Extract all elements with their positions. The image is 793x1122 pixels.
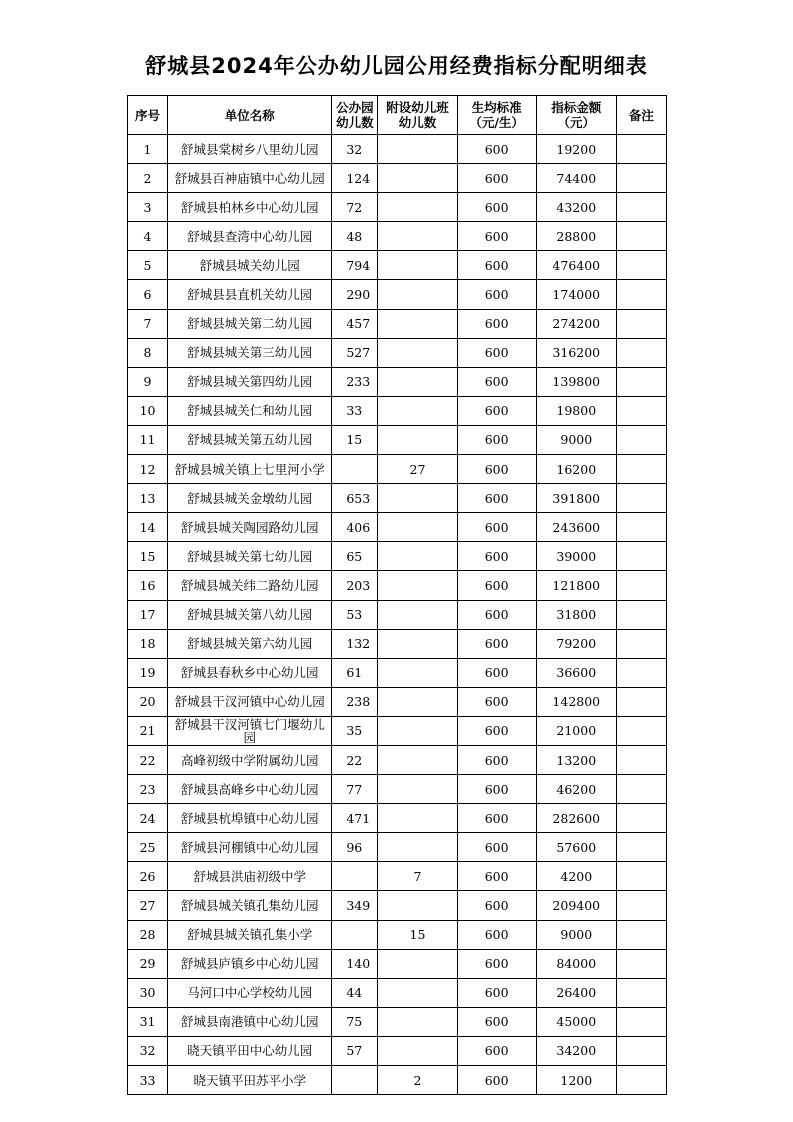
row-amount: 476400 [536,251,616,280]
row-name: 舒城县城关纬二路幼儿园 [168,571,332,600]
table-row [128,1036,667,1065]
row-attached-children [378,338,457,367]
row-seq: 17 [128,600,168,629]
row-public-children: 457 [332,309,378,338]
row-seq: 9 [128,367,168,396]
row-remark [616,251,666,280]
row-remark [616,280,666,309]
row-standard: 600 [457,425,536,454]
row-attached-children [378,425,457,454]
row-remark [616,687,666,716]
row-remark [616,658,666,687]
row-attached-children: 7 [378,862,457,891]
row-seq: 31 [128,1007,168,1036]
row-amount: 142800 [536,687,616,716]
row-amount: 39000 [536,542,616,571]
row-name: 舒城县杭埠镇中心幼儿园 [168,804,332,833]
table-row [128,949,667,978]
row-remark [616,833,666,862]
row-attached-children [378,513,457,542]
row-amount: 9000 [536,920,616,949]
table-row [128,280,667,309]
row-name: 高峰初级中学附属幼儿园 [168,745,332,774]
row-amount: 209400 [536,891,616,920]
row-standard: 600 [457,396,536,425]
row-amount: 282600 [536,804,616,833]
row-amount: 4200 [536,862,616,891]
header-standard: 生均标准 （元/生） [457,96,536,135]
row-amount: 26400 [536,978,616,1007]
row-remark [616,571,666,600]
row-remark [616,775,666,804]
row-attached-children [378,687,457,716]
row-public-children: 203 [332,571,378,600]
row-name: 舒城县城关第八幼儿园 [168,600,332,629]
table-row [128,164,667,193]
row-seq: 15 [128,542,168,571]
row-seq: 30 [128,978,168,1007]
row-standard: 600 [457,862,536,891]
header-seq: 序号 [128,96,168,135]
row-attached-children: 27 [378,455,457,484]
row-name: 舒城县查湾中心幼儿园 [168,222,332,251]
row-name: 舒城县棠树乡八里幼儿园 [168,135,332,164]
row-amount: 84000 [536,949,616,978]
row-amount: 139800 [536,367,616,396]
table-row [128,542,667,571]
table-row [128,600,667,629]
row-public-children [332,455,378,484]
row-attached-children [378,949,457,978]
row-remark [616,1066,666,1095]
row-remark [616,600,666,629]
row-public-children: 35 [332,716,378,745]
row-name: 舒城县柏林乡中心幼儿园 [168,193,332,222]
page-title: 舒城县2024年公办幼儿园公用经费指标分配明细表 [145,54,648,78]
row-standard: 600 [457,745,536,774]
row-public-children: 57 [332,1036,378,1065]
row-remark [616,862,666,891]
row-name: 舒城县城关第二幼儿园 [168,309,332,338]
row-remark [616,222,666,251]
table-row [128,775,667,804]
row-remark [616,484,666,513]
row-attached-children [378,222,457,251]
table-row [128,804,667,833]
row-seq: 6 [128,280,168,309]
row-seq: 7 [128,309,168,338]
row-amount: 274200 [536,309,616,338]
row-public-children: 238 [332,687,378,716]
table-row [128,716,667,745]
row-attached-children [378,571,457,600]
row-name: 舒城县城关镇孔集幼儿园 [168,891,332,920]
row-seq: 21 [128,716,168,745]
row-remark [616,455,666,484]
row-public-children: 290 [332,280,378,309]
row-name: 舒城县城关金墩幼儿园 [168,484,332,513]
table-row [128,891,667,920]
row-amount: 174000 [536,280,616,309]
row-standard: 600 [457,280,536,309]
row-attached-children [378,164,457,193]
row-amount: 57600 [536,833,616,862]
row-public-children [332,862,378,891]
row-remark [616,1007,666,1036]
row-amount: 79200 [536,629,616,658]
table-row [128,251,667,280]
row-seq: 22 [128,745,168,774]
table-row [128,833,667,862]
row-remark [616,309,666,338]
row-remark [616,513,666,542]
row-name: 舒城县洪庙初级中学 [168,862,332,891]
row-name: 马河口中心学校幼儿园 [168,978,332,1007]
row-standard: 600 [457,309,536,338]
row-public-children: 72 [332,193,378,222]
table-row [128,135,667,164]
row-attached-children [378,978,457,1007]
row-standard: 600 [457,542,536,571]
row-seq: 29 [128,949,168,978]
row-attached-children [378,1007,457,1036]
table-body [128,135,667,1095]
row-public-children [332,1066,378,1095]
row-name: 舒城县河棚镇中心幼儿园 [168,833,332,862]
row-attached-children [378,775,457,804]
row-public-children: 140 [332,949,378,978]
row-public-children: 44 [332,978,378,1007]
header-attached-children: 附设幼儿班 幼儿数 [378,96,457,135]
row-public-children: 471 [332,804,378,833]
row-remark [616,716,666,745]
row-seq: 19 [128,658,168,687]
table-row [128,338,667,367]
row-remark [616,804,666,833]
row-standard: 600 [457,949,536,978]
row-amount: 28800 [536,222,616,251]
row-amount: 16200 [536,455,616,484]
row-amount: 19800 [536,396,616,425]
row-amount: 316200 [536,338,616,367]
row-name: 舒城县城关第七幼儿园 [168,542,332,571]
row-public-children: 794 [332,251,378,280]
row-name: 舒城县城关幼儿园 [168,251,332,280]
row-seq: 33 [128,1066,168,1095]
row-remark [616,920,666,949]
table-row [128,920,667,949]
row-standard: 600 [457,1036,536,1065]
row-attached-children [378,745,457,774]
row-attached-children [378,484,457,513]
row-name: 舒城县城关陶园路幼儿园 [168,513,332,542]
table-row [128,745,667,774]
row-attached-children [378,542,457,571]
row-seq: 8 [128,338,168,367]
row-public-children: 65 [332,542,378,571]
row-public-children: 77 [332,775,378,804]
row-attached-children [378,629,457,658]
table-row [128,658,667,687]
row-standard: 600 [457,775,536,804]
row-attached-children [378,135,457,164]
row-name: 舒城县城关第六幼儿园 [168,629,332,658]
header-public-children: 公办园 幼儿数 [332,96,378,135]
table-row [128,425,667,454]
table-row [128,1007,667,1036]
row-seq: 11 [128,425,168,454]
row-public-children: 527 [332,338,378,367]
row-name: 舒城县春秋乡中心幼儿园 [168,658,332,687]
row-public-children: 75 [332,1007,378,1036]
row-seq: 4 [128,222,168,251]
row-standard: 600 [457,193,536,222]
row-attached-children [378,600,457,629]
table-row [128,484,667,513]
row-attached-children [378,396,457,425]
row-seq: 1 [128,135,168,164]
row-standard: 600 [457,716,536,745]
row-attached-children [378,891,457,920]
row-amount: 34200 [536,1036,616,1065]
row-name: 舒城县城关第四幼儿园 [168,367,332,396]
row-public-children: 96 [332,833,378,862]
row-remark [616,891,666,920]
row-standard: 600 [457,629,536,658]
row-public-children [332,920,378,949]
row-amount: 36600 [536,658,616,687]
row-amount: 45000 [536,1007,616,1036]
row-standard: 600 [457,920,536,949]
row-remark [616,949,666,978]
row-amount: 13200 [536,745,616,774]
row-standard: 600 [457,338,536,367]
row-standard: 600 [457,891,536,920]
row-seq: 5 [128,251,168,280]
row-public-children: 349 [332,891,378,920]
row-remark [616,164,666,193]
row-name: 舒城县百神庙镇中心幼儿园 [168,164,332,193]
table-row [128,1066,667,1095]
row-public-children: 233 [332,367,378,396]
row-amount: 391800 [536,484,616,513]
row-remark [616,396,666,425]
row-public-children: 653 [332,484,378,513]
table-row [128,222,667,251]
row-seq: 25 [128,833,168,862]
row-amount: 121800 [536,571,616,600]
row-name: 舒城县高峰乡中心幼儿园 [168,775,332,804]
row-name: 舒城县城关第三幼儿园 [168,338,332,367]
row-name: 舒城县庐镇乡中心幼儿园 [168,949,332,978]
row-public-children: 61 [332,658,378,687]
allocation-table [127,95,667,1095]
row-name: 舒城县干汊河镇七门堰幼儿园 [168,716,332,745]
row-name: 舒城县南港镇中心幼儿园 [168,1007,332,1036]
row-attached-children [378,658,457,687]
row-public-children: 33 [332,396,378,425]
row-standard: 600 [457,135,536,164]
table-row [128,571,667,600]
row-standard: 600 [457,1066,536,1095]
row-standard: 600 [457,571,536,600]
row-remark [616,193,666,222]
row-name: 舒城县城关镇孔集小学 [168,920,332,949]
row-name: 舒城县城关第五幼儿园 [168,425,332,454]
row-seq: 18 [128,629,168,658]
row-attached-children [378,804,457,833]
row-standard: 600 [457,455,536,484]
table-row [128,978,667,1007]
row-standard: 600 [457,164,536,193]
row-standard: 600 [457,687,536,716]
row-attached-children: 15 [378,920,457,949]
row-attached-children [378,833,457,862]
row-standard: 600 [457,513,536,542]
row-attached-children: 2 [378,1066,457,1095]
row-public-children: 32 [332,135,378,164]
row-amount: 1200 [536,1066,616,1095]
row-seq: 3 [128,193,168,222]
header-name: 单位名称 [168,96,332,135]
row-amount: 19200 [536,135,616,164]
row-seq: 13 [128,484,168,513]
table-row [128,309,667,338]
row-public-children: 124 [332,164,378,193]
header-amount: 指标金额 （元） [536,96,616,135]
header-row [128,96,667,135]
row-remark [616,135,666,164]
row-standard: 600 [457,484,536,513]
row-name: 舒城县城关镇上七里河小学 [168,455,332,484]
row-amount: 9000 [536,425,616,454]
row-standard: 600 [457,1007,536,1036]
row-attached-children [378,309,457,338]
row-remark [616,425,666,454]
row-seq: 12 [128,455,168,484]
row-standard: 600 [457,658,536,687]
row-seq: 24 [128,804,168,833]
table-row [128,687,667,716]
row-seq: 32 [128,1036,168,1065]
row-remark [616,367,666,396]
header-remark: 备注 [616,96,666,135]
row-standard: 600 [457,804,536,833]
row-remark [616,338,666,367]
row-standard: 600 [457,251,536,280]
row-seq: 14 [128,513,168,542]
row-attached-children [378,716,457,745]
row-attached-children [378,251,457,280]
row-seq: 16 [128,571,168,600]
row-remark [616,978,666,1007]
row-amount: 43200 [536,193,616,222]
row-amount: 21000 [536,716,616,745]
table-row [128,629,667,658]
table-row [128,396,667,425]
row-standard: 600 [457,600,536,629]
row-name: 晓天镇平田苏平小学 [168,1066,332,1095]
row-public-children: 15 [332,425,378,454]
row-seq: 28 [128,920,168,949]
table-row [128,193,667,222]
table-row [128,862,667,891]
table-row [128,455,667,484]
row-public-children: 406 [332,513,378,542]
row-name: 舒城县县直机关幼儿园 [168,280,332,309]
row-amount: 31800 [536,600,616,629]
row-standard: 600 [457,367,536,396]
row-attached-children [378,367,457,396]
row-standard: 600 [457,978,536,1007]
row-name: 舒城县城关仁和幼儿园 [168,396,332,425]
row-attached-children [378,193,457,222]
row-remark [616,745,666,774]
row-amount: 74400 [536,164,616,193]
row-seq: 10 [128,396,168,425]
row-remark [616,1036,666,1065]
row-amount: 46200 [536,775,616,804]
row-public-children: 48 [332,222,378,251]
row-seq: 2 [128,164,168,193]
row-seq: 23 [128,775,168,804]
row-standard: 600 [457,222,536,251]
row-public-children: 132 [332,629,378,658]
row-public-children: 53 [332,600,378,629]
row-attached-children [378,1036,457,1065]
row-attached-children [378,280,457,309]
row-amount: 243600 [536,513,616,542]
table-row [128,367,667,396]
table-row [128,513,667,542]
row-name: 舒城县干汊河镇中心幼儿园 [168,687,332,716]
row-public-children: 22 [332,745,378,774]
row-seq: 27 [128,891,168,920]
row-standard: 600 [457,833,536,862]
row-name: 晓天镇平田中心幼儿园 [168,1036,332,1065]
row-seq: 20 [128,687,168,716]
row-remark [616,542,666,571]
row-remark [616,629,666,658]
row-seq: 26 [128,862,168,891]
